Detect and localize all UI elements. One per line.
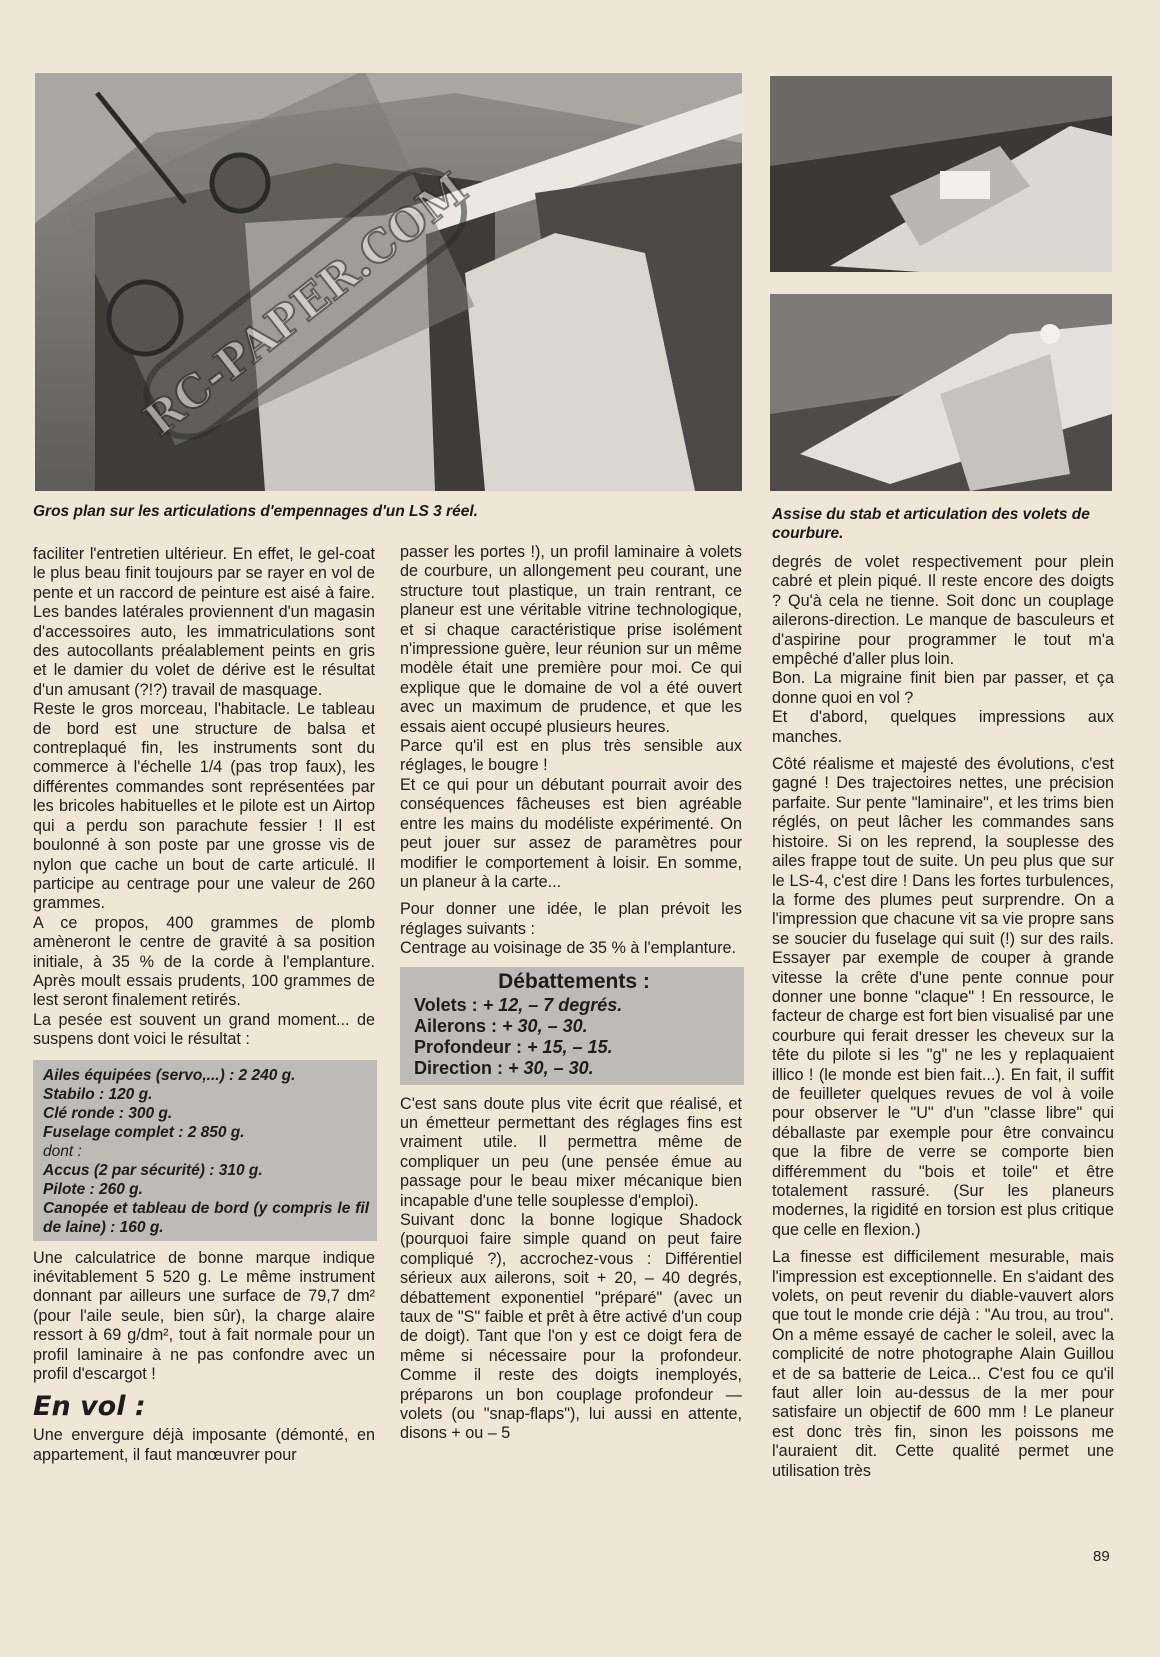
weight-line: dont :	[43, 1142, 82, 1160]
paragraph: Suivant donc la bonne logique Shadock (pourquoi faire simple quand on peut faire compliqué ?), accrochez-vous : Différentiel sérieux aux ailerons, soit + 20, – 40 degrés, débattement exponentiel "préparé" (avec un taux de "S" faible et prêt à être activé d'un coup de doigt). Tant que l'on y est ce doigt fera de même si nécessaire pour la profondeur. Comme il reste des doigts inemployés, préparons un bon couplage profondeur — volets (ou "snap-flaps"), lui aussi en attente, disons + ou – 5	[400, 1210, 742, 1443]
paragraph: faciliter l'entretien ultérieur. En effet, le gel-coat le plus beau finit toujours par se rayer en vol de pente et un raccord de peinture est aisé à faire. Les bandes latérales proviennent d'un magasin d'accessoires auto, les immatriculations sont des autocollants préalablement peints en gris et le damier du volet de dérive est le résultat d'un amusant (?!?) travail de masquage.	[33, 545, 375, 699]
paragraph: passer les portes !), un profil laminaire à volets de courbure, un allongement peu courant, une structure tout plastique, un train rentrant, ce planeur est une véritable vitrine technologique, et si chaque caractéristique prise isolément n'impressione guère, leur réunion sur un même modèle était une première pour moi. Ce qui explique que le domaine de vol a été ouvert avec un maximum de prudence, et que les essais aient occupé plusieurs heures.	[400, 543, 742, 736]
watermark-text: RC-PAPER.COM	[135, 163, 478, 447]
debattement-value: + 15, – 15.	[527, 1036, 613, 1057]
paragraph: Pour donner une idée, le plan prévoit les réglages suivants :	[400, 900, 742, 938]
debattement-line	[412, 1058, 736, 1079]
text-column-3	[772, 553, 1114, 1481]
paragraph: Et d'abord, quelques impressions aux manches.	[772, 708, 1114, 746]
caption-right-photos: Assise du stab et articulation des volets de courbure.	[772, 506, 1090, 542]
paragraph: Et ce qui pour un débutant pourrait avoir des conséquences fâcheuses est bien agréable entre les mains du modéliste expérimenté. On peut jouer sur assez de paramètres pour modifier le comportement à loisir. En somme, un planeur à la carte...	[400, 775, 742, 891]
weight-line: Ailes équipées (servo,...) : 2 240 g.	[43, 1066, 296, 1084]
page-number: 89	[1093, 1548, 1110, 1565]
weight-line: Pilote : 260 g.	[43, 1180, 143, 1198]
section-heading-en-vol: En vol :	[33, 1391, 146, 1423]
debattement-value: + 30, – 30.	[508, 1057, 594, 1078]
debattement-value: + 30, – 30.	[502, 1015, 588, 1036]
weight-line: Clé ronde : 300 g.	[43, 1104, 173, 1122]
debattement-label: Ailerons :	[414, 1015, 498, 1036]
debattement-label: Volets :	[414, 994, 478, 1015]
watermark-stamp	[35, 73, 742, 491]
debattement-label: Profondeur :	[414, 1036, 522, 1057]
paragraph: Côté réalisme et majesté des évolutions, c'est gagné ! Des trajectoires nettes, une précision parfaite. Sur pente "laminaire", et les trims bien réglés, on peut lâcher les commandes sans histoire. Si on les reprend, la souplesse des ailes frappe tout de suite. Un peu plus que sur le LS-4, c'est dire ! Dans les fortes turbulences, la forme des plumes peut surprendre. On a l'impression que chacune vit sa vie propre sans se soucier du fuselage qui suit (!) sur des rails. Essayer par exemple de couper à grande vitesse la crête d'une pente connue pour donner une bonne "claque" ! En ressource, le facteur de charge est fort bien visualisé par une courbure qui ferait dresser les cheveux sur la tête du pilote si les "g" ne les y replaquaient illico ! (le monde est bien fait...). En fait, il suffit de feuilleter quelques revues de vol à voile pour observer le "U" d'un "classe libre" qui déballaste par exemple pour être convaincu que la fibre de verre se comporte bien différemment du "bois et toile" et être totalement rassuré. (Sur les planeurs modernes, la rigidité en torsion est plus critique que celle en flexion.)	[772, 755, 1114, 1239]
paragraph: Une calculatrice de bonne marque indique inévitablement 5 520 g. Le même instrument donnant par ailleurs une surface de 79,7 dm² (pour l'aile seule, bien sûr), la charge alaire ressort à 69 g/dm², tout à fait normale pour un profil laminaire à ne pas confondre avec un profil d'escargot !	[33, 1248, 375, 1383]
debattement-label: Direction :	[414, 1057, 504, 1078]
paragraph: A ce propos, 400 grammes de plomb amèneront le centre de gravité à sa position initiale, à 35 % de la corde à l'emplanture. Après moult essais prudents, 100 grammes de lest seront finalement retirés.	[33, 913, 375, 1010]
photo-stab-seat-image	[770, 76, 1112, 272]
photo-stab-seat	[770, 76, 1112, 272]
debattements-box	[400, 967, 744, 1085]
paragraph: La finesse est difficilement mesurable, mais l'impression est exceptionnelle. En s'aidant des volets, on peut revenir du diable-vauvert alors que tout le monde crie déjà : "Au trou, au trou". On a même essayé de cacher le soleil, avec la complicité de notre photographe Alain Guillou et de sa batterie de Leica... C'est fou ce qu'il faut aller loin au-dessus de la mer pour satisfaire un objectif de 600 mm ! Le planeur est donc très fin, sinon les poissons me l'auraient dit. Cette qualité permet une utilisation très	[772, 1248, 1114, 1480]
caption-main-photo: Gros plan sur les articulations d'empennages d'un LS 3 réel.	[33, 503, 478, 520]
weight-line: Stabilo : 120 g.	[43, 1085, 153, 1103]
text-column-2	[400, 543, 742, 1444]
paragraph: Bon. La migraine finit bien par passer, et ça donne quoi en vol ?	[772, 669, 1114, 707]
paragraph: Reste le gros morceau, l'habitacle. Le tableau de bord est une structure de balsa et contreplaqué fin, les instruments sont du commerce à l'échelle 1/4 (pas trop faux), les différentes commandes sont représentées par les bricoles habituelles et le pilote est un Airtop qui a perdu son parachute fessier ! Il est boulonné à son poste par une grosse vis de nylon que cache un bout de carte articulé. Il participe au centrage pour une valeur de 260 grammes.	[33, 700, 375, 913]
weight-line: Accus (2 par sécurité) : 310 g.	[43, 1161, 263, 1179]
paragraph: Centrage au voisinage de 35 % à l'emplanture.	[400, 939, 737, 958]
debattement-line	[412, 1016, 736, 1037]
weights-box	[33, 1060, 377, 1241]
paragraph: C'est sans doute plus vite écrit que réalisé, et un émetteur permettant des réglages fins est vraiment utile. Il permettra même de compliquer un peu (une pensée émue au passage pour le beau mixer mécanique bien incapable d'une telle souplesse d'emploi).	[400, 1094, 742, 1210]
debattements-title: Débattements :	[498, 969, 650, 993]
weight-line: Canopée et tableau de bord (y compris le fil de laine) : 160 g.	[43, 1199, 369, 1236]
debattement-line	[412, 995, 736, 1016]
photo-tail-articulations	[35, 73, 742, 491]
paragraph: Parce qu'il est en plus très sensible aux réglages, le bougre !	[400, 737, 742, 775]
photo-flap-articulation	[770, 294, 1112, 491]
debattement-line	[412, 1037, 736, 1058]
paragraph: Une envergure déjà imposante (démonté, en appartement, il faut manœuvrer pour	[33, 1426, 375, 1464]
weight-line: Fuselage complet : 2 850 g.	[43, 1123, 245, 1141]
photo-flap-articulation-image	[770, 294, 1112, 491]
paragraph: La pesée est souvent un grand moment... de suspens dont voici le résultat :	[33, 1010, 375, 1049]
text-column-1	[33, 545, 375, 1465]
debattement-value: + 12, – 7 degrés.	[482, 994, 623, 1015]
paragraph: degrés de volet respectivement pour plein cabré et plein piqué. Il reste encore des doigts ? Qu'à cela ne tienne. Soit donc un couplage ailerons-direction. Le manque de basculeurs et d'aspirine pour programmer le tout m'a empêché d'aller plus loin.	[772, 553, 1114, 669]
